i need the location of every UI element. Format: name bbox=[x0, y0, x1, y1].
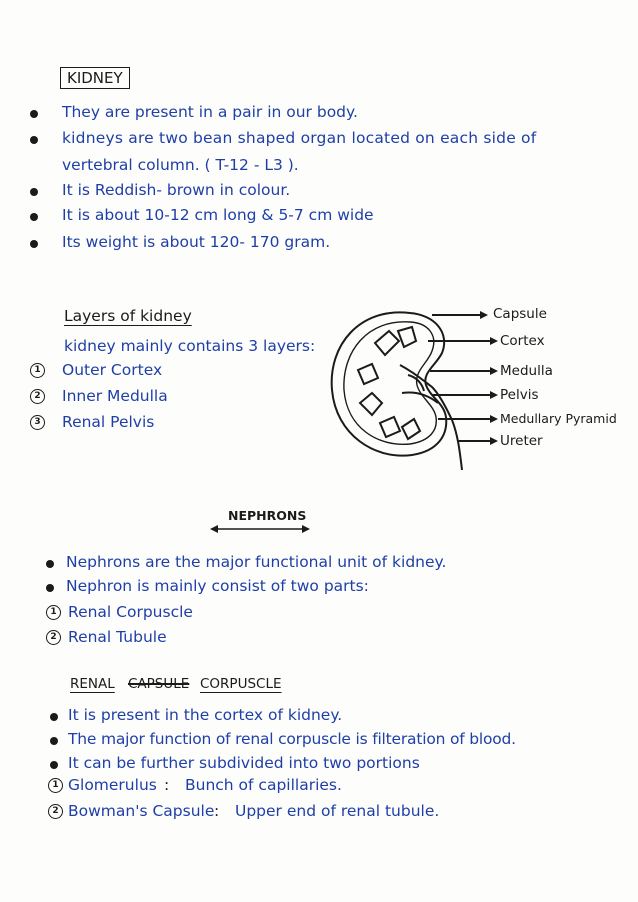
renal-point-1: It is present in the cortex of kidney. bbox=[68, 706, 343, 724]
corpuscle-part-2-term: Bowman's Capsule bbox=[68, 802, 215, 820]
nephron-part-1: Renal Corpuscle bbox=[68, 603, 193, 621]
layer-item-2: Inner Medulla bbox=[62, 387, 168, 405]
layers-intro: kidney mainly contains 3 layers: bbox=[64, 337, 316, 355]
number-3-icon: 3 bbox=[30, 415, 45, 430]
double-arrow-icon bbox=[210, 524, 310, 534]
corpuscle-part-1-term: Glomerulus bbox=[68, 776, 157, 794]
bullet-icon bbox=[30, 110, 38, 118]
kidney-point-2-cont: vertebral column. ( T-12 - L3 ). bbox=[62, 156, 299, 174]
renal-heading-word1: RENAL bbox=[70, 676, 115, 692]
number-1-icon: 1 bbox=[30, 363, 45, 378]
bullet-icon bbox=[46, 560, 54, 568]
nephrons-point-2: Nephron is mainly consist of two parts: bbox=[66, 577, 369, 595]
bullet-icon bbox=[46, 584, 54, 592]
corpuscle-part-1-sep: : bbox=[164, 776, 170, 794]
kidney-point-3: It is Reddish- brown in colour. bbox=[62, 181, 291, 199]
nephron-part-2: Renal Tubule bbox=[68, 628, 167, 646]
bullet-icon bbox=[50, 761, 58, 769]
number-1-icon: 1 bbox=[46, 605, 61, 620]
renal-point-3: It can be further subdivided into two portions bbox=[68, 754, 420, 772]
layer-item-1: Outer Cortex bbox=[62, 361, 163, 379]
number-1-icon: 1 bbox=[48, 778, 63, 793]
renal-heading-word2: CORPUSCLE bbox=[200, 676, 282, 692]
bullet-icon bbox=[30, 240, 38, 248]
corpuscle-part-2-sep: : bbox=[214, 802, 220, 820]
diagram-label-cortex: Cortex bbox=[500, 333, 545, 349]
nephrons-point-1: Nephrons are the major functional unit of kidney. bbox=[66, 553, 447, 571]
bullet-icon bbox=[30, 188, 38, 196]
diagram-label-medullary-pyramid: Medullary Pyramid bbox=[500, 411, 617, 426]
layer-item-3: Renal Pelvis bbox=[62, 413, 155, 431]
kidney-point-2: kidneys are two bean shaped organ located on each side of bbox=[62, 129, 537, 147]
renal-point-2: The major function of renal corpuscle is filteration of blood. bbox=[68, 730, 516, 748]
number-2-icon: 2 bbox=[46, 630, 61, 645]
diagram-label-medulla: Medulla bbox=[500, 363, 553, 379]
diagram-label-pelvis: Pelvis bbox=[500, 387, 539, 403]
number-2-icon: 2 bbox=[30, 389, 45, 404]
bullet-icon bbox=[30, 136, 38, 144]
corpuscle-part-2-desc: Upper end of renal tubule. bbox=[235, 802, 440, 820]
kidney-point-5: Its weight is about 120- 170 gram. bbox=[62, 233, 331, 251]
number-2-icon: 2 bbox=[48, 804, 63, 819]
diagram-label-ureter: Ureter bbox=[500, 433, 543, 449]
kidney-heading: KIDNEY bbox=[60, 67, 130, 89]
corpuscle-part-1-desc: Bunch of capillaries. bbox=[185, 776, 342, 794]
kidney-point-1: They are present in a pair in our body. bbox=[62, 103, 358, 121]
bullet-icon bbox=[50, 713, 58, 721]
bullet-icon bbox=[50, 737, 58, 745]
kidney-diagram bbox=[320, 295, 620, 470]
nephrons-heading: NEPHRONS bbox=[228, 508, 307, 523]
layers-heading: Layers of kidney bbox=[64, 307, 192, 325]
diagram-label-capsule: Capsule bbox=[493, 306, 547, 322]
renal-heading-struck: CAPSULE bbox=[128, 676, 190, 692]
kidney-point-4: It is about 10-12 cm long & 5-7 cm wide bbox=[62, 206, 374, 224]
bullet-icon bbox=[30, 213, 38, 221]
